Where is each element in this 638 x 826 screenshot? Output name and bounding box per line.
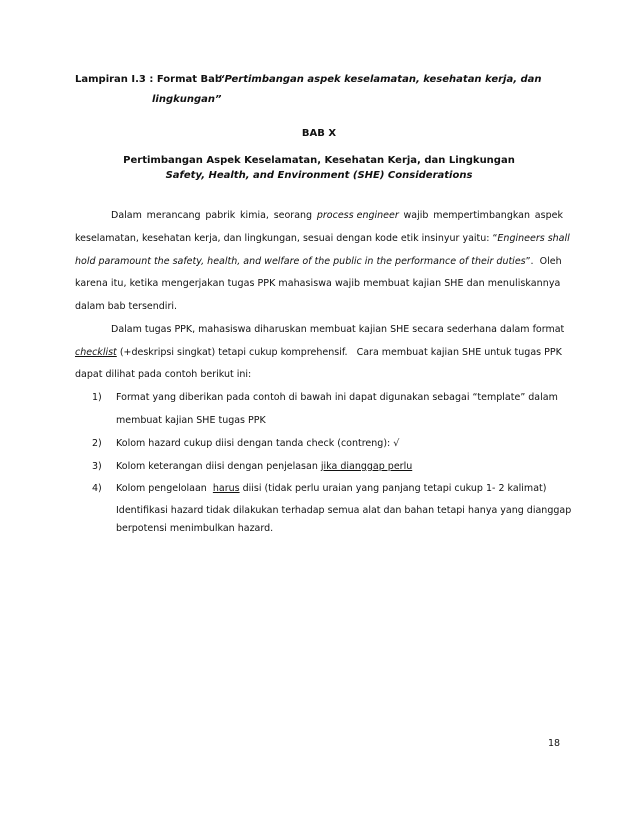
para2-line3: dapat dilihat pada contoh berikut ini: (75, 369, 252, 380)
quote-text: Engineers shall (497, 233, 570, 244)
text-span: Cara membuat kajian SHE untuk tugas PPK (356, 347, 562, 358)
quote-text: hold paramount the safety, health, and welfare of the public in the performance of their duties (75, 256, 526, 267)
text-span: Dalam (111, 210, 142, 221)
list-item-2: Kolom hazard cukup diisi dengan tanda check (contreng): √ (116, 438, 400, 449)
text-span: (+deskripsi singkat) tetapi cukup komprehensif. (119, 347, 348, 358)
para2-line2 (75, 347, 562, 358)
chapter-title: Pertimbangan Aspek Keselamatan, Kesehatan Kerja, dan Lingkungan (123, 155, 515, 166)
list-note-line2: berpotensi menimbulkan hazard. (116, 523, 274, 534)
appendix-title-line1: “Pertimbangan aspek keselamatan, kesehatan kerja, dan (218, 74, 542, 85)
text-span: wajib (403, 210, 429, 221)
para2-line1: Dalam tugas PPK, mahasiswa diharuskan membuat kajian SHE secara sederhana dalam format (111, 324, 565, 335)
text-span: kimia, (240, 210, 269, 221)
underlined-word: harus (212, 483, 240, 494)
text-span: ”. (525, 256, 534, 267)
para1-line5: dalam bab tersendiri. (75, 301, 178, 312)
list-item-1-line2: membuat kajian SHE tugas PPK (116, 415, 266, 426)
chapter-subtitle: Safety, Health, and Environment (SHE) Considerations (165, 170, 473, 181)
text-span: keselamatan, kesehatan kerja, dan lingkungan, sesuai dengan kode etik insinyur yaitu: “ (75, 233, 498, 244)
list-number-1: 1) (92, 392, 102, 403)
text-span: seorang (273, 210, 313, 221)
text-span: diisi (tidak perlu uraian yang panjang tetapi cukup 1- 2 kalimat) (242, 483, 547, 494)
text-span: merancang (146, 210, 201, 221)
text-span: Kolom pengelolaan (116, 483, 207, 494)
para1-line1 (111, 210, 563, 221)
list-item-3 (116, 461, 412, 472)
text-span: Kolom keterangan diisi dengan penjelasan (116, 461, 318, 472)
list-number-2: 2) (92, 438, 102, 449)
checklist-term: checklist (75, 347, 117, 358)
list-note-line1: Identifikasi hazard tidak dilakukan terhadap semua alat dan bahan tetapi hanya yang dianggap (116, 505, 572, 516)
appendix-title-line2: lingkungan” (152, 94, 222, 105)
underlined-phrase: jika dianggap perlu (320, 461, 413, 472)
appendix-label (75, 74, 222, 85)
page-number: 18 (548, 738, 561, 749)
list-item-1-line1: Format yang diberikan pada contoh di bawah ini dapat digunakan sebagai “template” dalam (116, 392, 558, 403)
text-span: pabrik (205, 210, 236, 221)
text-span: Oleh (539, 256, 562, 267)
text-span: aspek (534, 210, 563, 221)
list-item-4 (116, 483, 546, 494)
process-engineer-term: process engineer (316, 210, 399, 221)
para1-line4: karena itu, ketika mengerjakan tugas PPK mahasiswa wajib membuat kajian SHE dan menuliskannya (75, 278, 561, 289)
appendix-label-text: Lampiran I.3 : Format Bab (75, 74, 223, 85)
list-number-4: 4) (92, 483, 102, 494)
chapter-number: BAB X (301, 128, 337, 139)
para1-line2 (75, 233, 570, 244)
para1-line3 (75, 256, 562, 267)
list-number-3: 3) (92, 461, 102, 472)
text-span: mempertimbangkan (433, 210, 531, 221)
